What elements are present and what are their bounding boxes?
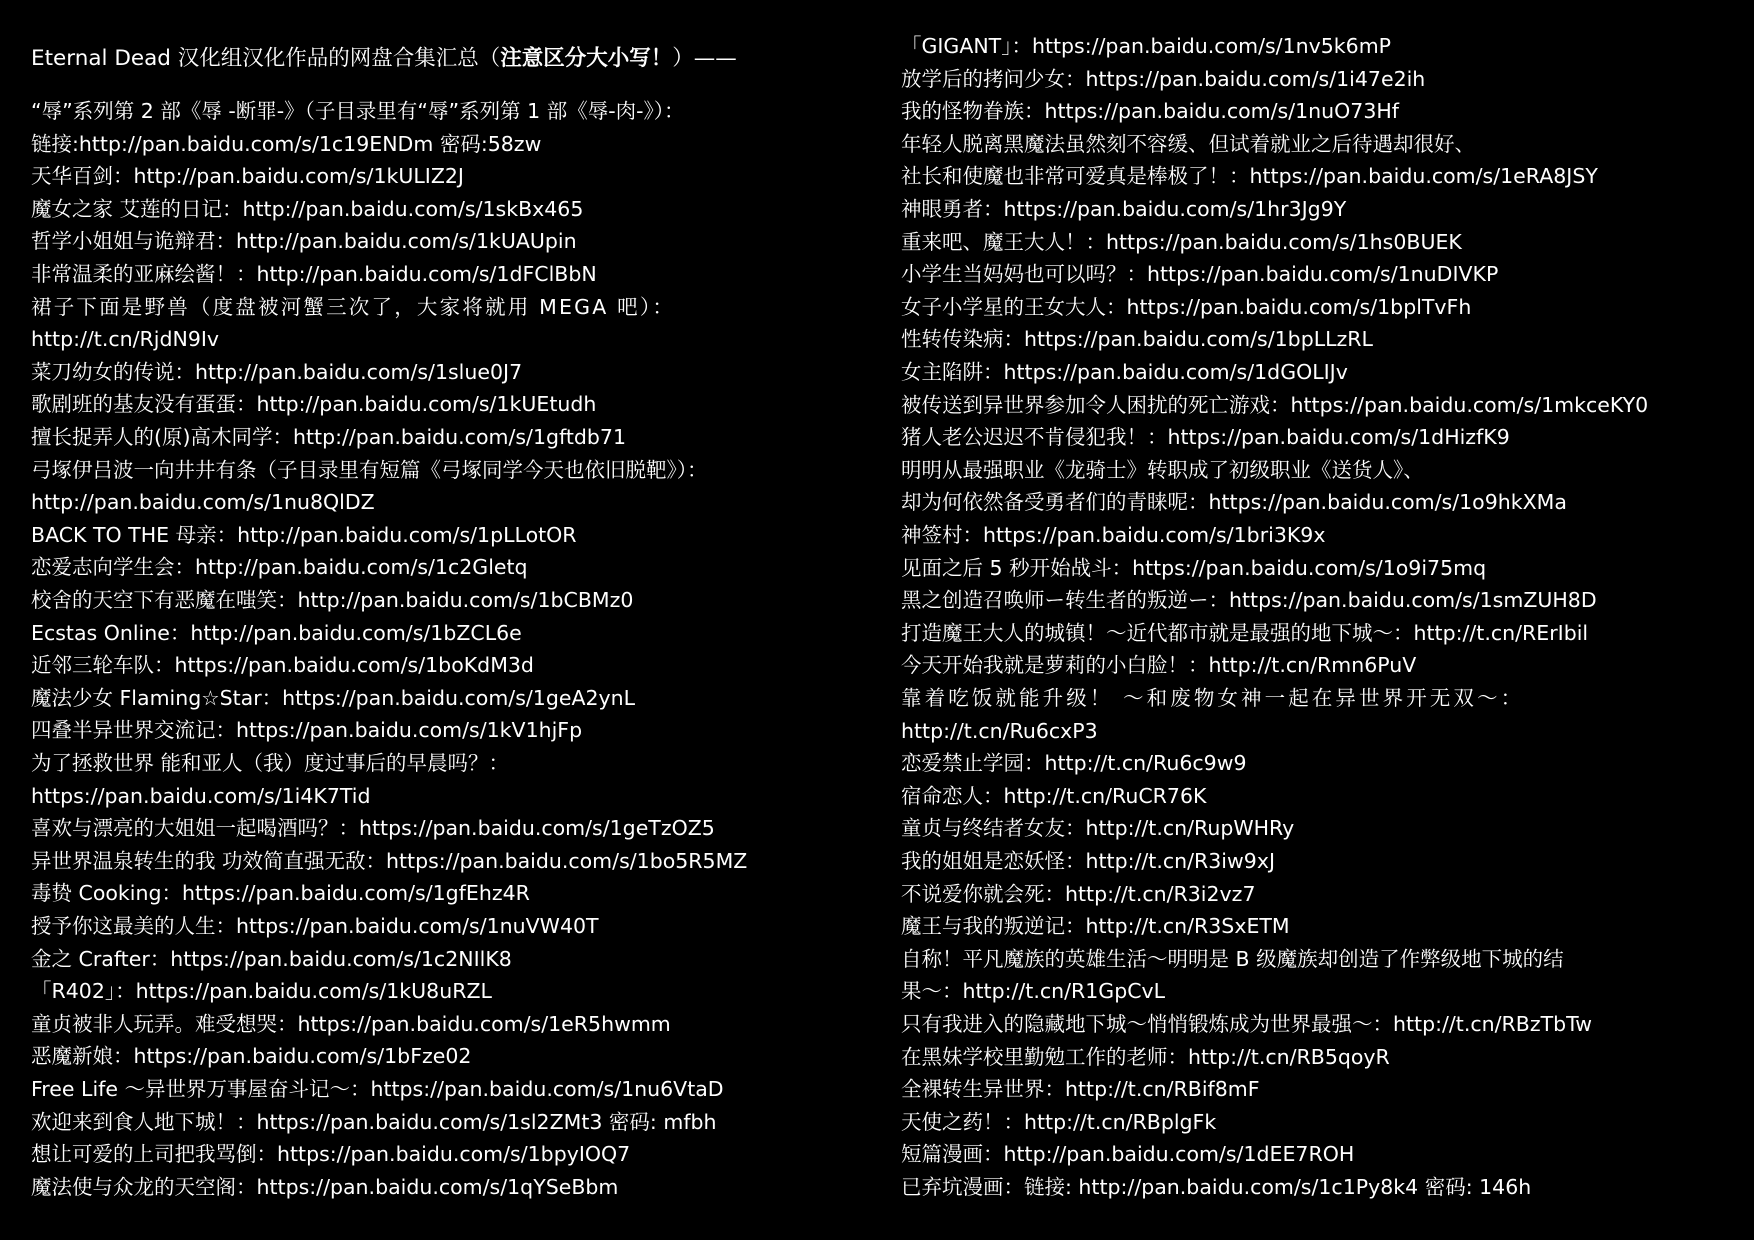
list-item: “辱”系列第 2 部《辱 -断罪-》（子目录里有“辱”系列第 1 部《辱-肉-》）： — [31, 99, 685, 123]
list-item: 喜欢与漂亮的大姐姐一起喝酒吗？：https://pan.baidu.com/s/1geTzOZ5 — [31, 816, 715, 841]
title-emphasis: 注意区分大小写！ — [500, 46, 673, 71]
list-item: 果～：http://t.cn/R1GpCvL — [901, 979, 1166, 1004]
list-item: 猪人老公迟迟不肯侵犯我！：https://pan.baidu.com/s/1dHizfK9 — [901, 425, 1510, 450]
list-item: 只有我进入的隐藏地下城～悄悄锻炼成为世界最强～：http://t.cn/RBzTbTw — [901, 1012, 1593, 1036]
list-item: 黑之创造召唤师ー转生者的叛逆ー：https://pan.baidu.com/s/1smZUH8D — [901, 588, 1597, 613]
list-item: 童贞被非人玩弄。难受想哭：https://pan.baidu.com/s/1eR5hwmm — [31, 1011, 671, 1036]
list-item: 「R402」：https://pan.baidu.com/s/1kU8uRZL — [31, 979, 492, 1004]
list-item: 魔女之家 艾莲的日记：http://pan.baidu.com/s/1skBx465 — [31, 196, 584, 221]
list-item: 神眼勇者：https://pan.baidu.com/s/1hr3Jg9Y — [901, 197, 1347, 221]
list-item: 女主陷阱：https://pan.baidu.com/s/1dGOLIJv — [901, 360, 1348, 384]
list-item: 菜刀幼女的传说：http://pan.baidu.com/s/1slue0J7 — [31, 359, 523, 384]
list-item: 恶魔新娘：https://pan.baidu.com/s/1bFze02 — [31, 1044, 472, 1069]
list-item: 在黑妹学校里勤勉工作的老师：http://t.cn/RB5qoyR — [901, 1044, 1390, 1069]
list-item: 宿命恋人：http://t.cn/RuCR76K — [901, 783, 1207, 808]
list-item: 打造魔王大人的城镇！～近代都市就是最强的地下城～：http://t.cn/RErIbil — [901, 620, 1589, 645]
list-item: 明明从最强职业《龙骑士》转职成了初级职业《送货人》、 — [901, 457, 1424, 482]
list-item: Ecstas Online：http://pan.baidu.com/s/1bZCL6e — [31, 620, 522, 645]
list-item: 神签村：https://pan.baidu.com/s/1bri3K9x — [901, 523, 1326, 547]
list-item: 性转传染病：https://pan.baidu.com/s/1bpLLzRL — [901, 327, 1373, 352]
list-item: https://pan.baidu.com/s/1i4K7Tid — [31, 783, 371, 808]
list-item: 却为何依然备受勇者们的青睐呢：https://pan.baidu.com/s/1o9hkXMa — [901, 490, 1567, 515]
title-suffix: ）—— — [672, 46, 737, 71]
list-item: http://t.cn/Ru6cxP3 — [901, 718, 1098, 743]
list-item: 魔王与我的叛逆记：http://t.cn/R3SxETM — [901, 914, 1290, 939]
list-item: 年轻人脱离黑魔法虽然刻不容缓、但试着就业之后待遇却很好、 — [901, 131, 1475, 156]
list-item: http://pan.baidu.com/s/1nu8QlDZ — [31, 490, 375, 515]
list-item: 魔法使与众龙的天空阁：https://pan.baidu.com/s/1qYSeBbm — [31, 1174, 619, 1199]
list-item: 想让可爱的上司把我骂倒：https://pan.baidu.com/s/1bpyIOQ7 — [31, 1142, 631, 1167]
list-item: 非常温柔的亚麻绘酱！：http://pan.baidu.com/s/1dFClBbN — [31, 262, 597, 286]
list-item: 欢迎来到食人地下城！：https://pan.baidu.com/s/1sl2ZMt3 密码: mfbh — [31, 1109, 717, 1134]
list-item: 全裸转生异世界：http://t.cn/RBif8mF — [901, 1077, 1260, 1102]
list-item: 社长和使魔也非常可爱真是棒极了！：https://pan.baidu.com/s/1eRA8JSY — [901, 164, 1598, 189]
list-item: 魔法少女 Flaming☆Star：https://pan.baidu.com/s/1geA2ynL — [31, 685, 636, 710]
list-item: 为了拯救世界 能和亚人（我）度过事后的早晨吗？： — [31, 751, 510, 775]
list-item: 歌剧班的基友没有蛋蛋：http://pan.baidu.com/s/1kUEtudh — [31, 392, 597, 417]
list-item: 「GIGANT」：https://pan.baidu.com/s/1nv5k6mP — [901, 34, 1392, 58]
list-item: 异世界温泉转生的我 功效简直强无敌：https://pan.baidu.com/s/1bo5R5MZ — [31, 848, 748, 873]
list-item: 自称！平凡魔族的英雄生活～明明是 B 级魔族却创造了作弊级地下城的结 — [901, 946, 1564, 971]
list-item: 今天开始我就是萝莉的小白脸！：http://t.cn/Rmn6PuV — [901, 653, 1417, 678]
list-item: 放学后的拷问少女：https://pan.baidu.com/s/1i47e2ih — [901, 66, 1426, 91]
list-item: 毒贽 Cooking：https://pan.baidu.com/s/1gfEhz4R — [31, 881, 530, 906]
list-item: 恋爱志向学生会：http://pan.baidu.com/s/1c2Gletq — [31, 555, 528, 580]
list-item: 链接:http://pan.baidu.com/s/1c19ENDm 密码:58zw — [31, 131, 542, 156]
list-item: 短篇漫画：http://pan.baidu.com/s/1dEE7ROH — [901, 1142, 1355, 1167]
list-item: 小学生当妈妈也可以吗？：https://pan.baidu.com/s/1nuDIVKP — [901, 262, 1499, 287]
list-item: 女子小学星的王女大人：https://pan.baidu.com/s/1bplTvFh — [901, 294, 1472, 319]
title-prefix: Eternal Dead 汉化组汉化作品的网盘合集汇总（ — [31, 46, 501, 71]
list-item: 哲学小姐姐与诡辩君：http://pan.baidu.com/s/1kUAUpin — [31, 229, 577, 254]
list-item: 我的怪物眷族：https://pan.baidu.com/s/1nuO73Hf — [901, 99, 1400, 124]
list-item: 金之 Crafter：https://pan.baidu.com/s/1c2NIlK8 — [31, 946, 512, 971]
list-item: 已弃坑漫画：链接: http://pan.baidu.com/s/1c1Py8k4 密码: 146h — [901, 1175, 1532, 1199]
list-item: 近邻三轮车队：https://pan.baidu.com/s/1boKdM3d — [31, 653, 534, 678]
list-item: 恋爱禁止学园：http://t.cn/Ru6c9w9 — [901, 751, 1247, 776]
list-item: 擅长捉弄人的(原)高木同学：http://pan.baidu.com/s/1gftdb71 — [31, 425, 627, 449]
list-item: 我的姐姐是恋妖怪：http://t.cn/R3iw9xJ — [901, 849, 1275, 873]
list-item: 童贞与终结者女友：http://t.cn/RupWHRy — [901, 816, 1295, 841]
list-item: 天华百剑：http://pan.baidu.com/s/1kULIZ2J — [31, 164, 464, 189]
list-item: BACK TO THE 母亲：http://pan.baidu.com/s/1pLLotOR — [31, 522, 577, 547]
list-item: 校舍的天空下有恶魔在嗤笑：http://pan.baidu.com/s/1bCBMz0 — [31, 588, 634, 612]
list-item: http://t.cn/RjdN9Iv — [31, 327, 220, 352]
document-title — [31, 45, 737, 73]
list-item: 不说爱你就会死：http://t.cn/R3i2vz7 — [901, 881, 1256, 906]
list-item: 弓塚伊吕波一向井井有条（子目录里有短篇《弓塚同学今天也依旧脱靶》）： — [31, 457, 708, 482]
list-item: 靠着吃饭就能升级！ ～和废物女神一起在异世界开无双～： — [901, 686, 1525, 710]
list-item: 授予你这最美的人生：https://pan.baidu.com/s/1nuVW40T — [31, 914, 599, 938]
list-item: 被传送到异世界参加令人困扰的死亡游戏：https://pan.baidu.com/s/1mkceKY0 — [901, 392, 1649, 417]
list-item: 见面之后 5 秒开始战斗：https://pan.baidu.com/s/1o9i75mq — [901, 555, 1487, 580]
list-item: 天使之药！：http://t.cn/RBplgFk — [901, 1109, 1217, 1134]
list-item: 重来吧、魔王大人！：https://pan.baidu.com/s/1hs0BUEK — [901, 229, 1462, 254]
list-item: 四叠半异世界交流记：https://pan.baidu.com/s/1kV1hjFp — [31, 718, 583, 743]
list-item: Free Life ～异世界万事屋奋斗记～：https://pan.baidu.com/s/1nu6VtaD — [31, 1077, 724, 1101]
list-item: 裙子下面是野兽（度盘被河蟹三次了，大家将就用 MEGA 吧）： — [31, 294, 676, 319]
